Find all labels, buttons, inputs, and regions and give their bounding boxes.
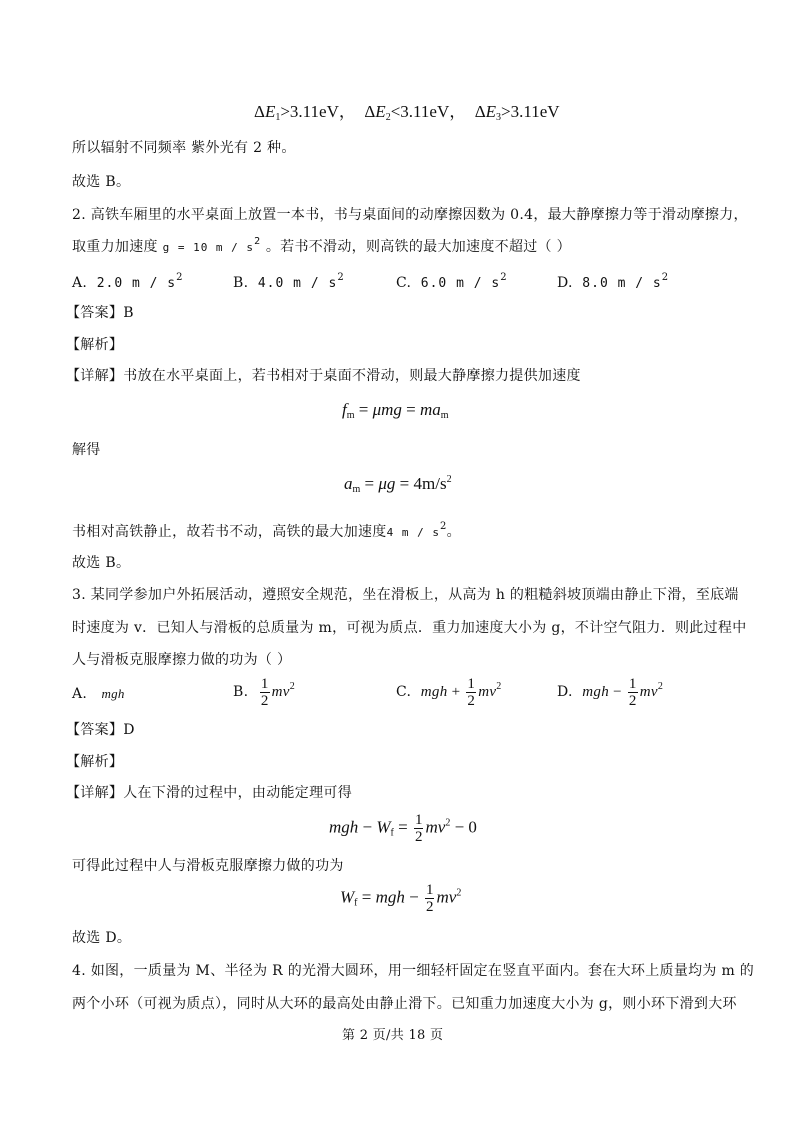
q2-stem-line: 取重力加速度 g = 10 m / $s^2$ 。若书不滑动，则高铁的最大加速度不超过（ ） <box>72 236 571 255</box>
q2-detail: 【详解】书放在水平桌面上，若书相对于桌面不滑动，则最大静摩擦力提供加速度 <box>66 368 581 384</box>
q2-choose: 故选 B。 <box>72 555 131 571</box>
q3-answer: 【答案】D <box>66 722 135 738</box>
paragraph-line: 故选 B。 <box>72 174 131 190</box>
q3-choose: 故选 D。 <box>72 930 132 946</box>
delta-e3-value: >3.11eV <box>501 102 560 121</box>
page-footer: 第 2 页/共 18 页 <box>342 1028 444 1043</box>
q2-acceleration-equation: $a_m = \mu g = 4m/s^2$ <box>344 474 452 495</box>
q2-analysis-heading: 【解析】 <box>66 337 124 353</box>
q2-friction-equation: $f_m = \mu mg = ma_m$ <box>342 400 449 421</box>
q2-option-c: C. 6.0 m / $s^2$ <box>396 272 507 291</box>
q3-option-b: B. $\frac{1}{2}$ $mv^2$ <box>233 676 296 709</box>
q2-gravity-value: g = 10 m / $s^2$ <box>162 236 262 254</box>
q3-work-label: 可得此过程中人与滑板克服摩擦力做的功为 <box>72 858 344 874</box>
q3-stem-line: 人与滑板克服摩擦力做的功为（ ） <box>72 652 292 668</box>
q3-analysis-heading: 【解析】 <box>66 754 124 770</box>
delta-e2-value: <3.11eV， <box>390 102 467 121</box>
q2-conclusion: 书相对高铁静止，故若书不动，高铁的最大加速度4 m / $s^2$。 <box>72 521 461 540</box>
q2-option-d: D. 8.0 m / $s^2$ <box>557 272 669 291</box>
paragraph-line: 所以辐射不同频率 紫外光有 2 种。 <box>72 140 296 156</box>
energy-comparison-formula: $\Delta E_1>3.11eV$， $\Delta E_2<3.11eV$， $\Delta E_3>3.11eV$ <box>254 102 560 123</box>
q3-detail: 【详解】人在下滑的过程中，由动能定理可得 <box>66 785 352 801</box>
q2-solve-label: 解得 <box>72 442 101 458</box>
delta-e1-value: >3.11eV， <box>280 102 356 121</box>
q2-option-a: A. 2.0 m / $s^2$ <box>72 272 183 291</box>
q3-option-a: A. mgh <box>72 686 125 702</box>
q2-answer: 【答案】B <box>66 305 134 321</box>
q3-option-c: C. mgh + $\frac{1}{2}$ $mv^2$ <box>396 676 502 709</box>
q3-stem-line: 时速度为 v．已知人与滑板的总质量为 m，可视为质点．重力加速度大小为 g，不计空气阻力．则此过程中 <box>72 620 747 636</box>
q4-stem-line: 两个小环（可视为质点），同时从大环的最高处由静止滑下。已知重力加速度大小为 g，则小环下滑到大环 <box>72 996 737 1012</box>
q3-option-d: D. mgh − $\frac{1}{2}$ $mv^2$ <box>557 676 664 709</box>
q3-work-equation: $W_f$ = mgh − $\frac{1}{2}$ $mv^2$ <box>340 882 462 915</box>
q4-stem-line: 4. 如图，一质量为 M、半径为 R 的光滑大圆环，用一细轻杆固定在竖直平面内。套在大环上质量均为 m 的 <box>72 963 755 979</box>
q3-energy-equation: mgh − $W_f$ = $\frac{1}{2}$ $mv^2 - 0$ <box>329 812 477 845</box>
q2-stem-line: 2. 高铁车厢里的水平桌面上放置一本书，书与桌面间的动摩擦因数为 0.4，最大静摩擦力等于滑动摩擦力， <box>72 207 748 223</box>
q2-option-b: B. 4.0 m / $s^2$ <box>233 272 344 291</box>
q3-stem-line: 3. 某同学参加户外拓展活动，遵照安全规范，坐在滑板上，从高为 h 的粗糙斜坡顶端由静止下滑，至底端 <box>72 587 739 603</box>
